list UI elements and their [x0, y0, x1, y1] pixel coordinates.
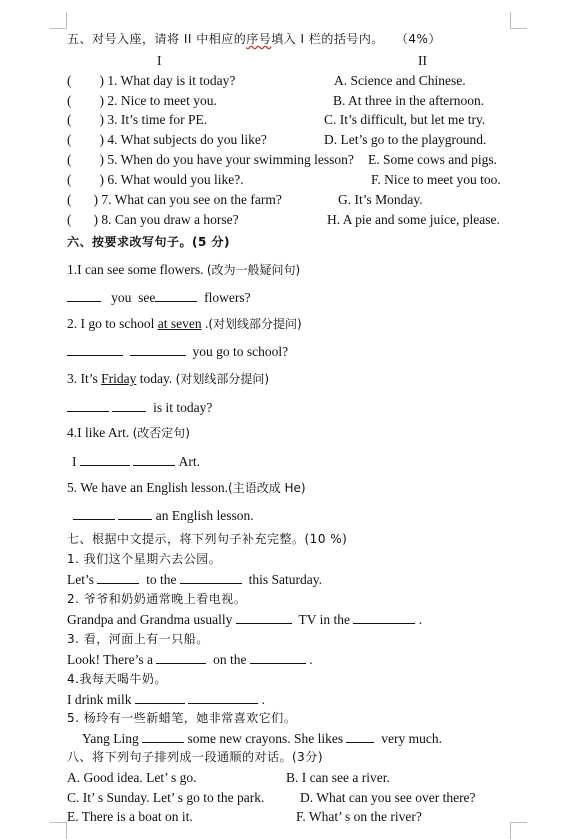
section-5-title: 五、对号入座，请将 II 中相应的序号填入 I 栏的括号内。 （4%）	[67, 32, 441, 46]
rewrite-a3: is it today?	[67, 399, 212, 416]
blank-field[interactable]	[236, 611, 292, 624]
blank-field[interactable]	[130, 343, 186, 356]
option-d: D. Let’s go to the playground.	[324, 132, 487, 147]
fill-prompt-3: 3. 看，河面上有一只船。	[67, 632, 209, 646]
option-c: C. It’s difficult, but let me try.	[324, 112, 486, 127]
answer-paren-3[interactable]: (	[67, 112, 72, 127]
blank-field[interactable]	[250, 651, 306, 664]
corner-mark-bottom-right	[510, 822, 527, 839]
blank-field[interactable]	[67, 399, 109, 412]
match-row-3: ( ) 3. It’s time for PE.	[67, 112, 208, 127]
section-8-title: 八、将下列句子排列成一段通顺的对话。(3分)	[67, 750, 323, 764]
blank-field[interactable]	[67, 289, 101, 302]
match-row-1: ( ) 1. What day is it today?	[67, 73, 236, 88]
dialog-option-d: D. What can you see over there?	[300, 790, 476, 805]
rewrite-q3: 3. It’s Friday today. (对划线部分提问)	[67, 371, 270, 386]
answer-paren-2[interactable]: (	[67, 93, 72, 108]
blank-field[interactable]	[142, 730, 184, 743]
match-row-8: ( ) 8. Can you draw a horse?	[67, 212, 239, 227]
fill-line-3: Look! There’s a on the .	[67, 652, 313, 667]
fill-line-5: Yang Ling some new crayons. She likes very much.	[82, 731, 442, 746]
corner-mark-bottom-left	[50, 822, 67, 839]
column-ii-header: II	[418, 53, 427, 68]
dialog-option-a: A. Good idea. Let’ s go.	[67, 770, 197, 785]
blank-field[interactable]	[188, 691, 258, 704]
blank-field[interactable]	[112, 399, 146, 412]
blank-field[interactable]	[346, 730, 374, 743]
section-6-title: 六、按要求改写句子。(5 分)	[67, 235, 230, 249]
fill-prompt-4: 4.我每天喝牛奶。	[67, 672, 167, 686]
corner-mark-top-left	[50, 12, 67, 29]
rewrite-a2: you go to school?	[67, 343, 288, 360]
answer-paren-1[interactable]: (	[67, 73, 72, 88]
fill-line-4: I drink milk .	[67, 692, 265, 707]
match-row-6: ( ) 6. What would you like?.	[67, 172, 244, 187]
fill-prompt-2: 2. 爷爷和奶奶通常晚上看电视。	[67, 592, 247, 606]
column-i-header: I	[157, 53, 162, 68]
answer-paren-6[interactable]: (	[67, 172, 72, 187]
match-row-4: ( ) 4. What subjects do you like?	[67, 132, 267, 147]
fill-line-2: Grandpa and Grandma usually TV in the .	[67, 612, 423, 627]
rewrite-a1: you see flowers?	[67, 289, 251, 306]
answer-paren-5[interactable]: (	[67, 152, 72, 167]
dialog-option-e: E. There is a boat on it.	[67, 809, 193, 824]
rewrite-q2: 2. I go to school at seven .(对划线部分提问)	[67, 316, 302, 331]
blank-field[interactable]	[67, 343, 123, 356]
option-b: B. At three in the afternoon.	[333, 93, 485, 108]
answer-paren-8[interactable]: (	[67, 212, 72, 227]
blank-field[interactable]	[80, 453, 130, 466]
dialog-option-c: C. It’ s Sunday. Let’ s go to the park.	[67, 790, 265, 805]
fill-line-1: Let’s to the this Saturday.	[67, 572, 322, 587]
blank-field[interactable]	[118, 507, 152, 520]
rewrite-a4: I Art.	[72, 454, 200, 469]
rewrite-q5: 5. We have an English lesson.(主语改成 He)	[67, 480, 306, 495]
fill-prompt-5: 5. 杨玲有一些新蜡笔，她非常喜欢它们。	[67, 711, 297, 725]
blank-field[interactable]	[155, 289, 197, 302]
rewrite-q4: 4.I like Art. (改否定句)	[67, 425, 190, 440]
blank-field[interactable]	[97, 571, 139, 584]
blank-field[interactable]	[353, 611, 415, 624]
rewrite-a5: an English lesson.	[73, 507, 254, 524]
option-f: F. Nice to meet you too.	[371, 172, 501, 187]
blank-field[interactable]	[133, 453, 175, 466]
option-g: G. It’s Monday.	[338, 192, 423, 207]
match-row-2: ( ) 2. Nice to meet you.	[67, 93, 217, 108]
option-e: E. Some cows and pigs.	[368, 152, 497, 167]
section-7-title: 七、根据中文提示，将下列句子补充完整。(10 %)	[67, 532, 348, 546]
blank-field[interactable]	[135, 691, 185, 704]
answer-paren-4[interactable]: (	[67, 132, 72, 147]
rewrite-q1: 1.I can see some flowers. (改为一般疑问句)	[67, 262, 301, 277]
dialog-option-b: B. I can see a river.	[286, 770, 390, 785]
match-row-7: ( ) 7. What can you see on the farm?	[67, 192, 282, 207]
blank-field[interactable]	[73, 507, 115, 520]
answer-paren-7[interactable]: (	[67, 192, 72, 207]
dialog-option-f: F. What’ s on the river?	[296, 809, 422, 824]
fill-prompt-1: 1. 我们这个星期六去公园。	[67, 552, 222, 566]
match-row-5: ( ) 5. When do you have your swimming lesson?	[67, 152, 354, 167]
option-a: A. Science and Chinese.	[334, 73, 466, 88]
option-h: H. A pie and some juice, please.	[327, 212, 500, 227]
blank-field[interactable]	[180, 571, 242, 584]
corner-mark-top-right	[510, 12, 527, 29]
blank-field[interactable]	[156, 651, 206, 664]
